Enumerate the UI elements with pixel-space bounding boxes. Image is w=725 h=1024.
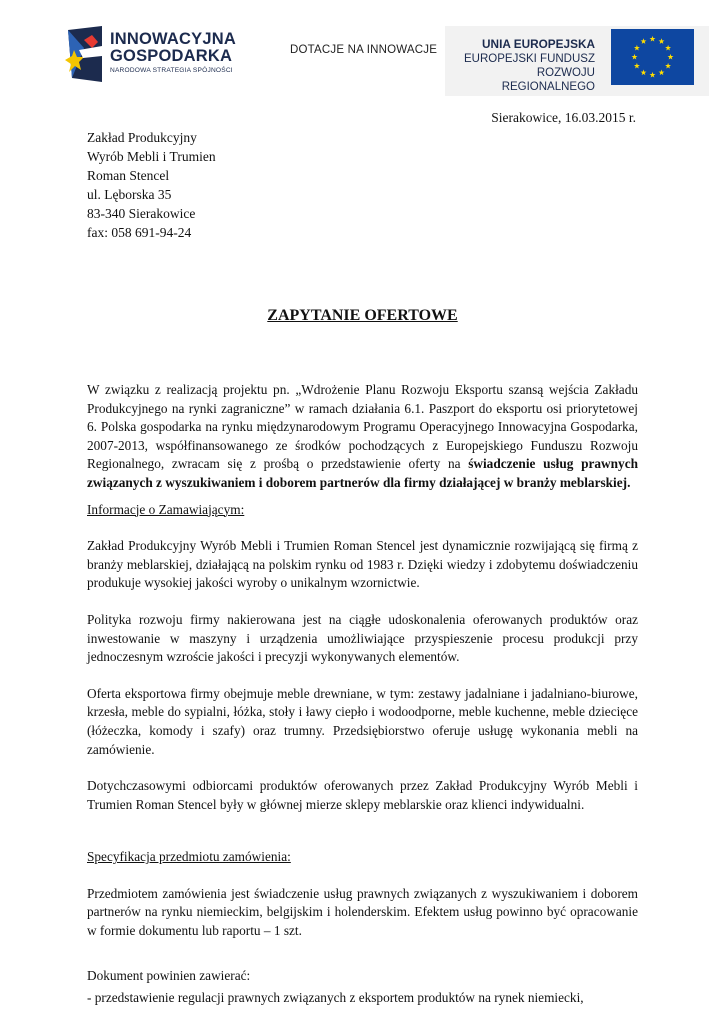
list-intro: Dokument powinien zawierać: — [87, 967, 251, 983]
logo-subtitle: NARODOWA STRATEGIA SPÓJNOŚCI — [110, 67, 233, 74]
intro-bold-text: świadczenie usług prawnych związanych z wyszukiwaniem i doborem partnerów dla firmy działającej w branży meblarskiej. — [87, 456, 638, 490]
address-line: Zakład Produkcyjny — [87, 130, 197, 145]
document-title: ZAPYTANIE OFERTOWE — [267, 307, 458, 324]
address-line: 83-340 Sierakowice — [87, 206, 196, 221]
innowacyjna-gospodarka-emblem-icon — [62, 26, 106, 84]
paragraph: Dotychczasowymi odbiorcami produktów oferowanych przez Zakład Produkcyjny Wyrób Mebli i Trumien Roman Stencel były w głównej mierze sklepy meblarskie oraz klienci indywidualni. — [87, 778, 638, 812]
list-item: - przedstawienie regulacji prawnych związanych z eksportem produktów na rynek niemiecki, — [87, 990, 584, 1006]
section-heading-zamawiajacy: Informacje o Zamawiającym: — [87, 501, 245, 517]
eu-text-line2: EUROPEJSKI FUNDUSZ — [464, 53, 595, 65]
intro-text: W związku z realizacją projektu pn. „Wdrożenie Planu Rozwoju Eksportu szansą wejścia Zakładu Produkcyjnego na rynki zagraniczne” w ramach działania 6.1. Paszport do eksportu osi priorytetowej 6. Polska gospodarka na rynku międzynarodowym Programu Operacyjnego Innowacyjna Gospodarka, 2007-2013, współfinansowanego ze środków pochodzących z Europejskiego Funduszu Rozwoju Regionalnego, zwracam się z prośbą o przedstawienie oferty na — [87, 382, 638, 472]
logo-title-line1: INNOWACYJNA — [110, 30, 236, 48]
address-line: Roman Stencel — [87, 168, 170, 183]
address-line: ul. Lęborska 35 — [87, 187, 172, 202]
intro-paragraph — [87, 381, 638, 493]
paragraph: Oferta eksportowa firmy obejmuje meble drewniane, w tym: zestawy jadalniane i jadalniano-biurowe, krzesła, meble do sypialni, łóżka, stoły i ławy ciepło i wodoodporne, meble kuchenne, meble dziecięce (łóżeczka, komody i szafy) oraz trumny. Przedsiębiorstwo oferuje usługę wykonania mebli na zamówienie. — [87, 685, 638, 757]
paragraph: Zakład Produkcyjny Wyrób Mebli i Trumien Roman Stencel jest dynamicznie rozwijającą się firmą z branży meblarskiej, działającą na polskim rynku od 1983 r. Dzięki wiedzy i zdobytemu doświadczeniu produkuje wysokiej jakości wyroby o unikalnym wzornictwie. — [87, 538, 638, 591]
eu-text-line1: UNIA EUROPEJSKA — [482, 37, 595, 51]
header-center-title: DOTACJE NA INNOWACJE — [290, 44, 438, 56]
paragraph: Przedmiotem zamówienia jest świadczenie usług prawnych związanych z wyszukiwaniem i doborem partnerów na rynku niemieckim, belgijskim i holenderskim. Efektem usług powinno być opracowanie w formie dokumentu lub raportu – 1 szt. — [87, 885, 638, 939]
eu-flag-icon — [611, 29, 694, 85]
innowacyjna-gospodarka-logo — [62, 26, 242, 86]
section-heading-specyfikacja: Specyfikacja przedmiotu zamówienia: — [87, 849, 291, 865]
letter-body — [87, 381, 638, 1008]
address-line: Wyrób Mebli i Trumien — [87, 149, 216, 164]
eu-logo-block — [445, 26, 709, 96]
letter-date: Sierakowice, 16.03.2015 r. — [491, 110, 636, 125]
paragraph: Polityka rozwoju firmy nakierowana jest na ciągłe udoskonalenia oferowanych produktów oraz inwestowanie w maszyny i urządzenia umożliwiające przyspieszenie procesu produkcji przy jednoczesnym wzroście jakości i precyzji wykonywanych elementów. — [87, 611, 638, 665]
sender-address — [87, 128, 216, 242]
logo-title-line2: GOSPODARKA — [110, 47, 233, 65]
address-line: fax: 058 691-94-24 — [87, 225, 192, 240]
eu-text-line3: ROZWOJU REGIONALNEGO — [501, 67, 595, 93]
